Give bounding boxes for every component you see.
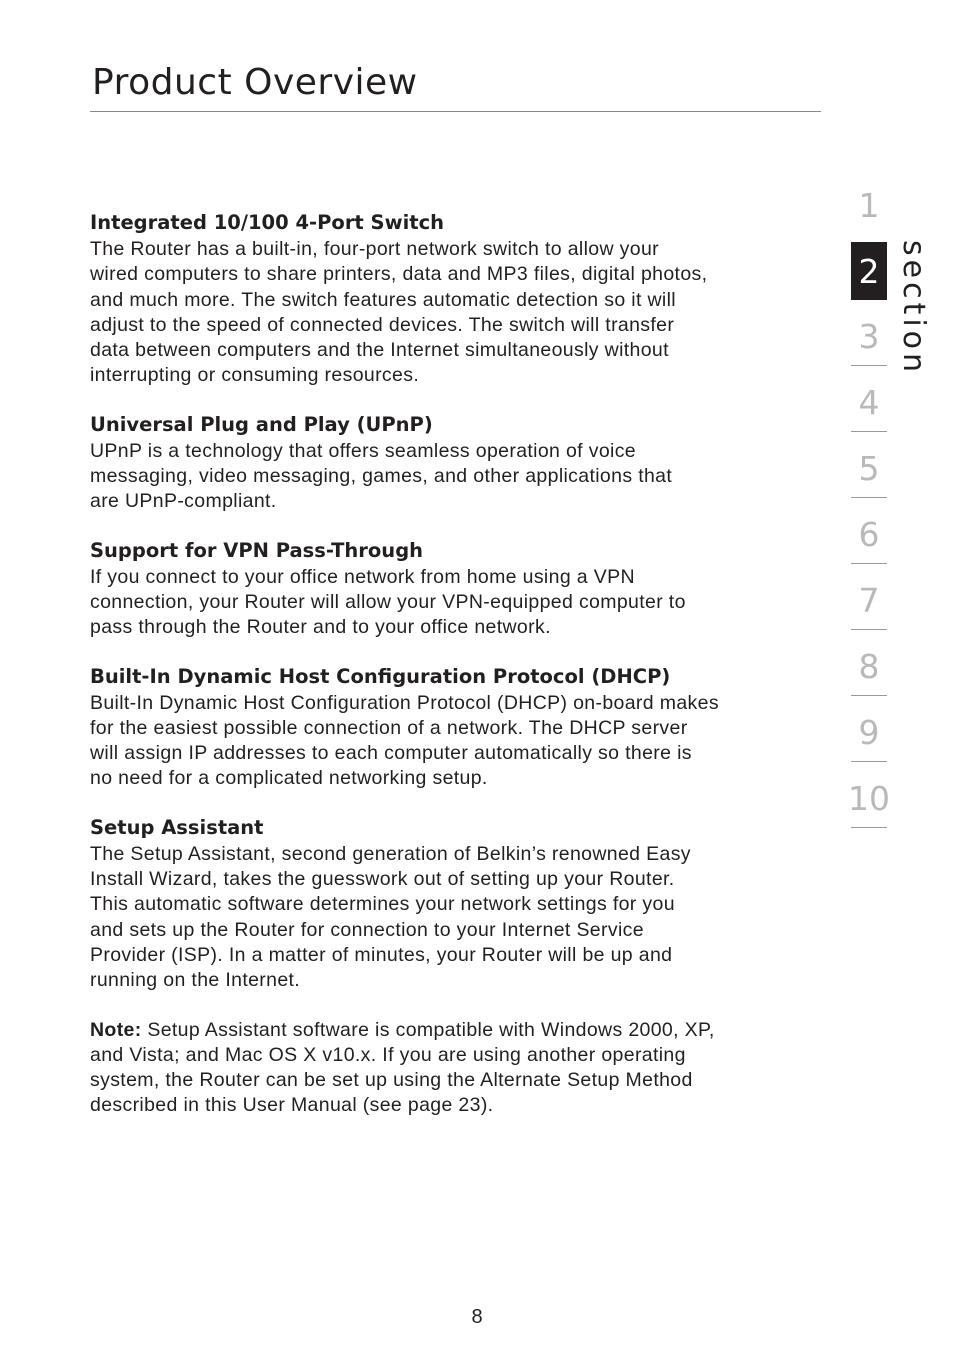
page-number: 8 [471, 1306, 483, 1328]
note-label: Note: [90, 1018, 142, 1041]
section-dhcp [90, 663, 802, 792]
section-heading: Built-In Dynamic Host Configuration Protocol (DHCP) [90, 664, 671, 688]
section-body: UPnP is a technology that offers seamless operation of voice messaging, video messaging, games, and other applications that are UPnP-compliant. [90, 439, 673, 513]
section-nav-item-1[interactable]: 1 [858, 185, 880, 225]
section-body: The Setup Assistant, second generation of Belkin’s renowned Easy Install Wizard, takes the guesswork out of setting up your Router. This automatic software determines your network settings for you and sets up the Router for connection to your Internet Service Provider (ISP). In a matter of minutes, your Router will be up and running on the Internet. [90, 842, 691, 992]
section-nav-item-8[interactable]: 8 [851, 638, 887, 696]
section-heading: Universal Plug and Play (UPnP) [90, 412, 433, 436]
section-setup-assistant [90, 814, 802, 994]
section-heading: Support for VPN Pass-Through [90, 538, 424, 562]
section-nav-item-10[interactable]: 10 [851, 770, 887, 828]
page-title: Product Overview [92, 62, 418, 103]
section-label: section [896, 240, 931, 377]
section-nav [848, 176, 890, 836]
section-nav-item-9[interactable]: 9 [851, 704, 887, 762]
note-text: Setup Assistant software is compatible with Windows 2000, XP, and Vista; and Mac OS X v10.x. If you are using another operating system, the Router can be set up using the Alternate Setup Method described in this User Manual (see page 23). [90, 1018, 715, 1117]
section-body: Built-In Dynamic Host Configuration Protocol (DHCP) on-board makes for the easiest possible connection of a network. The DHCP server will assign IP addresses to each computer automatically so there is no need for a complicated networking setup. [90, 691, 719, 790]
section-body: If you connect to your office network from home using a VPN connection, your Router will allow your VPN-equipped computer to pass through the Router and to your office network. [90, 565, 686, 639]
section-heading: Integrated 10/100 4-Port Switch [90, 211, 445, 234]
section-upnp [90, 411, 802, 515]
section-nav-item-5[interactable]: 5 [851, 440, 887, 498]
section-nav-item-2[interactable]: 2 [851, 242, 887, 300]
section-nav-item-3[interactable]: 3 [851, 308, 887, 366]
section-nav-item-6[interactable]: 6 [851, 506, 887, 564]
main-content [90, 209, 802, 1119]
section-body: The Router has a built-in, four-port network switch to allow your wired computers to share printers, data and MP3 files, digital photos, and much more. The switch features automatic detection so it will adjust to the speed of connected devices. The switch will transfer data between computers and the Internet simultaneously without interrupting or consuming resources. [90, 238, 708, 387]
title-divider [90, 111, 821, 112]
note-paragraph [90, 1018, 802, 1119]
section-heading: Setup Assistant [90, 815, 264, 839]
section-vpn [90, 537, 802, 641]
section-nav-item-7[interactable]: 7 [851, 572, 887, 630]
section-integrated-switch [90, 209, 802, 389]
section-nav-item-4[interactable]: 4 [851, 374, 887, 432]
